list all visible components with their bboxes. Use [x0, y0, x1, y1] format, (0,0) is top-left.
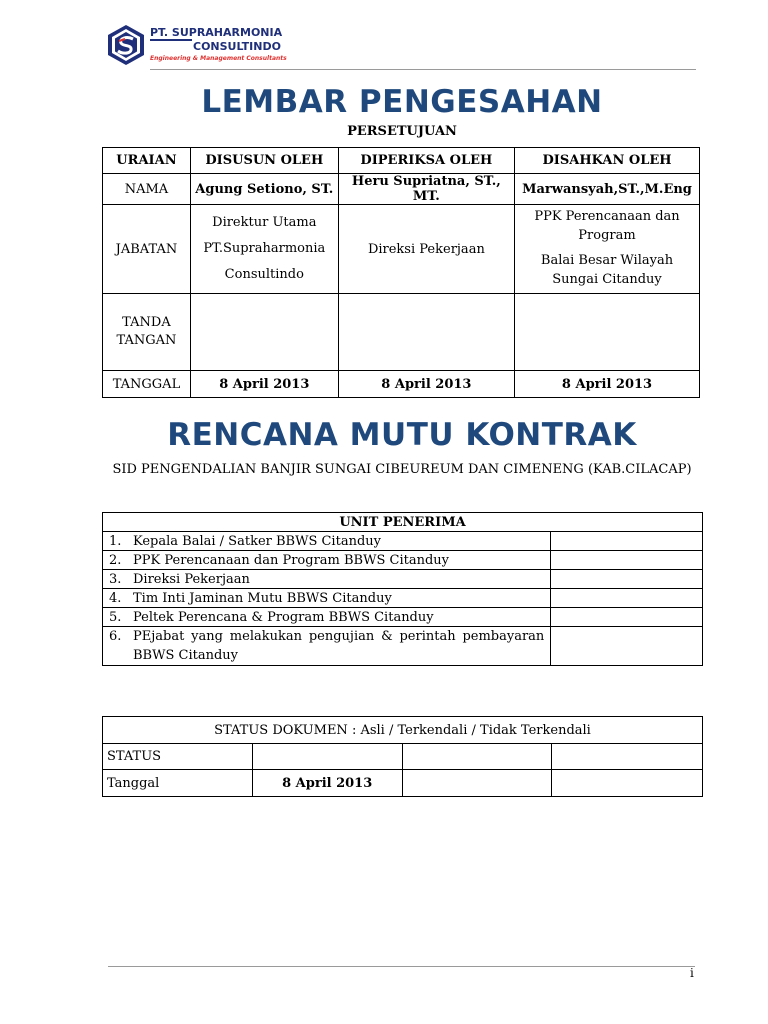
nama-disahkan: Marwansyah,ST.,M.Eng: [515, 174, 700, 205]
tanggal-label: TANGGAL: [103, 371, 191, 398]
tanggal-row: [103, 371, 700, 398]
list-item-number: 1.: [109, 533, 122, 549]
jabatan-disahkan: [515, 205, 700, 294]
jabatan-disahkan-line2: Balai Besar Wilayah Sungai Citanduy: [540, 253, 674, 287]
signature-disusun: [190, 294, 338, 371]
list-item: [103, 551, 703, 570]
list-item-number: 5.: [109, 609, 122, 625]
approval-title: LEMBAR PENGESAHAN: [201, 84, 603, 120]
status-label: STATUS: [103, 744, 253, 770]
company-logo: [105, 24, 285, 68]
contract-title: RENCANA MUTU KONTRAK: [167, 417, 637, 453]
header-rule: [150, 69, 696, 70]
header-diperiksa-oleh: DIPERIKSA OLEH: [338, 148, 514, 174]
nama-disusun: Agung Setiono, ST.: [190, 174, 338, 205]
tanda-tangan-row: [103, 294, 700, 371]
list-item-blank: [551, 589, 703, 608]
list-item-text: Direksi Pekerjaan: [133, 571, 250, 587]
list-item: [103, 589, 703, 608]
nama-row: [103, 174, 700, 205]
jabatan-row: [103, 205, 700, 294]
list-item-text: PEjabat yang melakukan pengujian & perintah pembayaran BBWS Citanduy: [133, 629, 545, 663]
jabatan-disahkan-line1: PPK Perencanaan dan Program: [534, 209, 680, 243]
status-cell-2: [402, 744, 552, 770]
jabatan-disusun-line1: Direktur Utama: [212, 215, 317, 230]
approval-subtitle: PERSETUJUAN: [347, 124, 457, 139]
logo-divider: [150, 39, 192, 41]
list-item-blank: [551, 608, 703, 627]
tanggal-status-row: [103, 770, 703, 797]
list-item-number: 2.: [109, 552, 122, 568]
status-tanggal-cell-3: [552, 770, 703, 797]
company-tagline: Engineering & Management Consultants: [150, 55, 287, 62]
list-item-number: 3.: [109, 571, 122, 587]
status-cell-3: [552, 744, 703, 770]
company-name-line1: PT. SUPRAHARMONIA: [150, 26, 283, 39]
list-item: [103, 570, 703, 589]
list-item-blank: [551, 532, 703, 551]
status-tanggal-cell-2: [402, 770, 552, 797]
tanggal-diperiksa: 8 April 2013: [338, 371, 514, 398]
list-item: [103, 608, 703, 627]
list-item-blank: [551, 570, 703, 589]
tanda-tangan-label-line1: TANDA: [122, 315, 171, 330]
list-item-text: Kepala Balai / Satker BBWS Citanduy: [133, 533, 381, 549]
signature-diperiksa: [338, 294, 514, 371]
jabatan-disusun-line2: PT.Supraharmonia: [203, 241, 326, 256]
company-name-line2: CONSULTINDO: [193, 40, 281, 53]
approval-table: [102, 147, 700, 398]
footer-rule: [108, 966, 695, 967]
status-dokumen-header-row: [103, 717, 703, 744]
list-item-text: Tim Inti Jaminan Mutu BBWS Citanduy: [133, 590, 392, 606]
signature-disahkan: [515, 294, 700, 371]
header-disusun-oleh: DISUSUN OLEH: [190, 148, 338, 174]
contract-subtitle: SID PENGENDALIAN BANJIR SUNGAI CIBEUREUM DAN CIMENENG (KAB.CILACAP): [112, 462, 692, 477]
page-number: i: [690, 966, 694, 980]
tanggal-disusun: 8 April 2013: [190, 371, 338, 398]
jabatan-disusun-line3: Consultindo: [224, 267, 304, 282]
status-dokumen-table: [102, 716, 703, 797]
status-dokumen-header: STATUS DOKUMEN : Asli / Terkendali / Tidak Terkendali: [103, 717, 703, 744]
table-header-row: [103, 148, 700, 174]
status-row: [103, 744, 703, 770]
jabatan-disusun: [190, 205, 338, 294]
tanda-tangan-label-line2: TANGAN: [116, 333, 177, 348]
nama-diperiksa: Heru Supriatna, ST., MT.: [338, 174, 514, 205]
header-uraian: URAIAN: [103, 148, 191, 174]
status-tanggal-label: Tanggal: [103, 770, 253, 797]
unit-penerima-header: UNIT PENERIMA: [103, 513, 703, 532]
list-item-blank: [551, 551, 703, 570]
list-item: [103, 532, 703, 551]
unit-penerima-table: [102, 512, 703, 666]
jabatan-diperiksa: Direksi Pekerjaan: [338, 205, 514, 294]
status-tanggal-value: 8 April 2013: [252, 770, 402, 797]
status-cell-1: [252, 744, 402, 770]
header-disahkan-oleh: DISAHKAN OLEH: [515, 148, 700, 174]
supraharmonia-logo-icon: [105, 24, 147, 66]
list-item-number: 6.: [109, 629, 122, 644]
list-item-text: PPK Perencanaan dan Program BBWS Citanduy: [133, 552, 449, 568]
list-item: [103, 627, 703, 666]
list-item-number: 4.: [109, 590, 122, 606]
jabatan-label: JABATAN: [103, 205, 191, 294]
list-item-text: Peltek Perencana & Program BBWS Citanduy: [133, 609, 434, 625]
tanggal-disahkan: 8 April 2013: [515, 371, 700, 398]
tanda-tangan-label: [103, 294, 191, 371]
nama-label: NAMA: [103, 174, 191, 205]
unit-penerima-header-row: [103, 513, 703, 532]
list-item-blank: [551, 627, 703, 666]
